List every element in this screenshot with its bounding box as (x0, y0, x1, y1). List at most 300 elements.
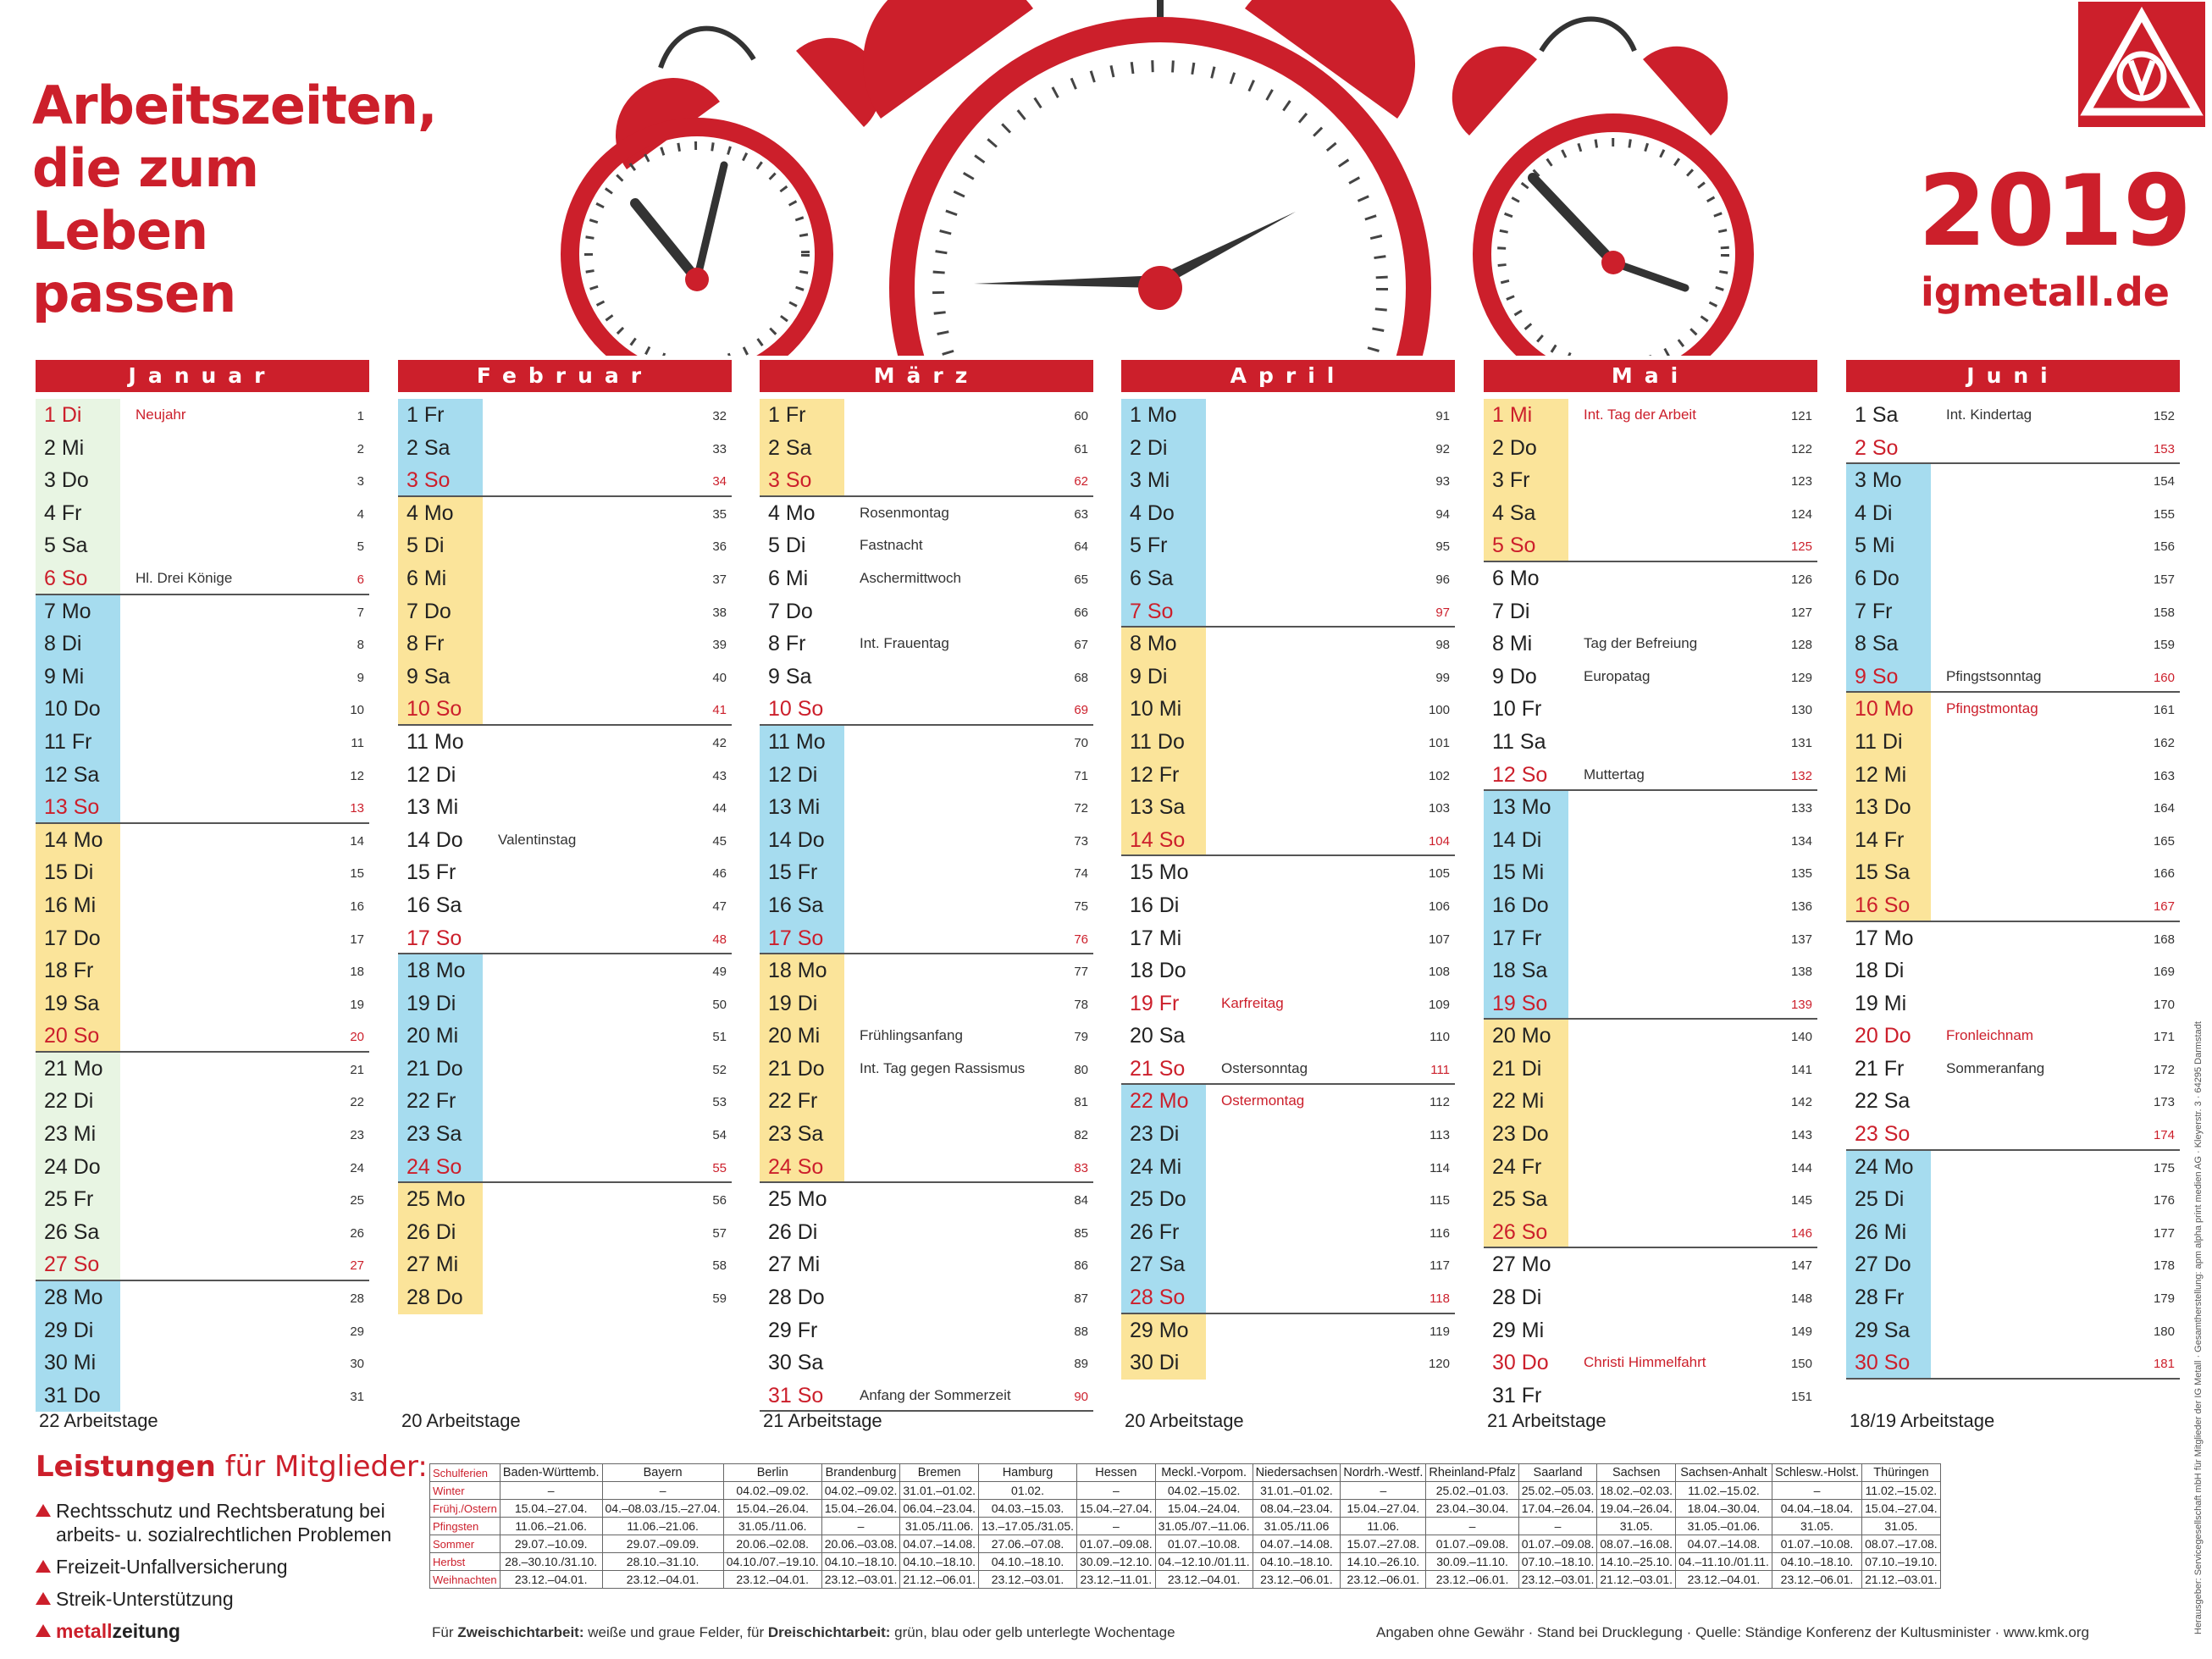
day-of-year: 131 (1790, 735, 1812, 750)
day-row (1484, 987, 1817, 1020)
day-date: 21 Fr (1846, 1053, 1931, 1086)
day-row (1121, 889, 1455, 922)
headline-line: passen (32, 263, 236, 324)
day-row (1846, 1020, 2180, 1053)
table-cell: 15.04.–27.04. (1077, 1500, 1156, 1518)
day-date: 5 Mi (1846, 529, 1931, 562)
day-row (1484, 497, 1817, 530)
table-cell: 15.04.–26.04. (821, 1500, 900, 1518)
table-cell: 28.–30.10./31.10. (500, 1553, 602, 1571)
day-of-year: 173 (2153, 1095, 2175, 1110)
day-of-year: 15 (350, 866, 364, 882)
table-cell: 07.10.–19.10. (1862, 1553, 1941, 1571)
day-of-year: 3 (357, 474, 364, 489)
day-date: 18 Fr (36, 954, 120, 987)
day-row (760, 1314, 1093, 1347)
day-of-year: 116 (1430, 1225, 1450, 1241)
day-of-year: 157 (2153, 572, 2175, 587)
table-header: Berlin (723, 1464, 821, 1482)
day-date: 20 So (36, 1020, 120, 1051)
day-of-year: 57 (712, 1225, 727, 1241)
day-of-year: 174 (2153, 1128, 2175, 1143)
day-date: 9 Sa (398, 661, 483, 694)
table-cell: 07.10.–18.10. (1518, 1553, 1597, 1571)
table-header: Schulferien (430, 1464, 500, 1482)
day-row (760, 432, 1093, 465)
day-of-year: 7 (357, 605, 364, 620)
day-row (398, 1020, 732, 1053)
day-of-year: 93 (1435, 474, 1450, 489)
day-row (1846, 759, 2180, 792)
table-cell: 04.10.–18.10. (821, 1553, 900, 1571)
table-header: Niedersachsen (1253, 1464, 1341, 1482)
day-date: 18 Mo (760, 954, 844, 987)
day-date: 30 Do (1484, 1347, 1568, 1380)
day-date: 28 Di (1484, 1281, 1568, 1314)
day-row (1846, 529, 2180, 562)
day-of-year: 79 (1074, 1030, 1088, 1045)
day-date: 23 Sa (760, 1118, 844, 1151)
day-of-year: 164 (2153, 801, 2175, 816)
day-date: 10 Mo (1846, 693, 1931, 726)
day-of-year: 107 (1428, 932, 1450, 947)
day-of-year: 22 (350, 1095, 364, 1110)
day-note: Valentinstag (498, 831, 577, 848)
day-of-year: 112 (1430, 1095, 1450, 1110)
day-row (1846, 922, 2180, 955)
table-row (430, 1553, 1941, 1571)
day-of-year: 5 (357, 539, 364, 555)
table-header: Baden-Württemb. (500, 1464, 602, 1482)
day-row (1846, 954, 2180, 987)
day-date: 2 Sa (398, 432, 483, 465)
day-date: 25 Do (1121, 1183, 1206, 1216)
day-of-year: 59 (712, 1291, 727, 1307)
day-row (1484, 1183, 1817, 1216)
table-cell: 04.02.–15.02. (1155, 1482, 1253, 1500)
table-cell: 21.12.–06.01. (900, 1571, 979, 1589)
day-date: 1 Fr (398, 399, 483, 432)
day-row (1484, 1053, 1817, 1086)
day-of-year: 45 (712, 833, 727, 849)
day-date: 5 Di (398, 529, 483, 562)
day-date: 29 Di (36, 1314, 120, 1347)
table-row (430, 1571, 1941, 1589)
day-of-year: 4 (357, 506, 364, 522)
day-date: 10 Do (36, 693, 120, 726)
day-of-year: 46 (712, 866, 727, 882)
day-row (398, 1281, 732, 1314)
day-date: 26 Fr (1121, 1216, 1206, 1249)
day-of-year: 20 (350, 1030, 364, 1045)
day-date: 19 So (1484, 987, 1568, 1019)
table-cell: 31.05. (1597, 1518, 1676, 1535)
day-of-year: 128 (1790, 638, 1812, 653)
day-date: 3 Mi (1121, 464, 1206, 497)
month-märz (760, 360, 1093, 1435)
day-of-year: 146 (1790, 1225, 1812, 1241)
day-row (760, 628, 1093, 661)
day-of-year: 74 (1074, 866, 1088, 882)
day-row (36, 889, 369, 922)
day-note: Hl. Drei Könige (135, 569, 233, 586)
day-of-year: 8 (357, 638, 364, 653)
table-cell: Winter (430, 1482, 500, 1500)
table-cell: – (821, 1518, 900, 1535)
day-row (398, 595, 732, 628)
day-date: 7 Mo (36, 595, 120, 628)
day-of-year: 138 (1790, 965, 1812, 980)
day-row (36, 399, 369, 432)
table-cell: Frühj./Ostern (430, 1500, 500, 1518)
day-of-year: 145 (1790, 1193, 1812, 1208)
table-cell: 04.10.–18.10. (1253, 1553, 1341, 1571)
table-cell: 04.10./07.–19.10. (723, 1553, 821, 1571)
day-of-year: 160 (2153, 670, 2175, 685)
day-row (760, 464, 1093, 497)
day-row (1846, 1347, 2180, 1380)
day-row (1484, 1118, 1817, 1151)
table-cell: 11.02.–15.02. (1862, 1482, 1941, 1500)
day-row (1846, 1183, 2180, 1216)
table-header: Sachsen-Anhalt (1676, 1464, 1772, 1482)
day-date: 5 Sa (36, 529, 120, 562)
day-date: 27 Sa (1121, 1248, 1206, 1281)
day-row (398, 1248, 732, 1281)
table-cell: 21.12.–03.01. (1862, 1571, 1941, 1589)
day-date: 6 Do (1846, 562, 1931, 595)
day-of-year: 158 (2153, 605, 2175, 620)
day-date: 2 So (1846, 432, 1931, 463)
day-of-year: 167 (2153, 899, 2175, 914)
day-row (1484, 1216, 1817, 1249)
day-of-year: 64 (1074, 539, 1088, 555)
table-header: Nordrh.-Westf. (1341, 1464, 1426, 1482)
day-row (398, 529, 732, 562)
day-of-year: 48 (712, 932, 727, 947)
table-cell: 28.10.–31.10. (602, 1553, 723, 1571)
table-cell: 04.–08.03./15.–27.04. (602, 1500, 723, 1518)
day-date: 25 Di (1846, 1183, 1931, 1216)
day-row (398, 759, 732, 792)
day-of-year: 137 (1790, 932, 1812, 947)
day-of-year: 13 (350, 801, 364, 816)
table-cell: 23.12.–06.01. (1426, 1571, 1518, 1589)
day-date: 5 Fr (1121, 529, 1206, 562)
day-of-year: 147 (1790, 1258, 1812, 1274)
day-of-year: 171 (2153, 1030, 2175, 1045)
table-cell: 23.12.–06.01. (1253, 1571, 1341, 1589)
day-date: 12 Fr (1121, 759, 1206, 792)
day-of-year: 85 (1074, 1225, 1088, 1241)
day-of-year: 120 (1428, 1357, 1450, 1372)
day-date: 4 Mo (760, 497, 844, 530)
day-row (398, 693, 732, 726)
day-row (760, 562, 1093, 595)
table-cell: – (1077, 1482, 1156, 1500)
day-date: 26 So (1484, 1216, 1568, 1247)
day-date: 14 So (1121, 824, 1206, 855)
day-of-year: 78 (1074, 997, 1088, 1012)
day-row (1484, 1347, 1817, 1380)
table-cell: – (1772, 1482, 1861, 1500)
day-of-year: 69 (1074, 703, 1088, 718)
table-cell: 31.05./11.06 (1253, 1518, 1341, 1535)
day-of-year: 130 (1790, 703, 1812, 718)
table-header: Bremen (900, 1464, 979, 1482)
table-cell: 20.06.–03.08. (821, 1535, 900, 1553)
day-note: Fronleichnam (1946, 1027, 2033, 1044)
day-row (36, 1020, 369, 1053)
day-date: 3 Mo (1846, 464, 1931, 497)
day-row (1846, 399, 2180, 432)
day-of-year: 136 (1790, 899, 1812, 914)
day-row (1121, 759, 1455, 792)
table-cell: 23.12.–04.01. (1676, 1571, 1772, 1589)
day-row (36, 954, 369, 987)
day-of-year: 125 (1790, 539, 1812, 555)
day-date: 11 Sa (1484, 726, 1568, 759)
table-header: Bayern (602, 1464, 723, 1482)
day-of-year: 72 (1074, 801, 1088, 816)
table-header: Hamburg (979, 1464, 1077, 1482)
day-date: 6 So (36, 562, 120, 594)
table-cell: 14.10.–26.10. (1341, 1553, 1426, 1571)
day-row (760, 661, 1093, 694)
day-row (1846, 497, 2180, 530)
day-date: 12 Di (760, 759, 844, 792)
day-date: 4 Sa (1484, 497, 1568, 530)
day-of-year: 9 (357, 670, 364, 685)
day-row (398, 661, 732, 694)
day-row (1121, 1281, 1455, 1314)
day-row (1846, 1248, 2180, 1281)
table-cell: 15.04.–26.04. (723, 1500, 821, 1518)
day-date: 8 Fr (760, 628, 844, 661)
day-date: 27 So (36, 1248, 120, 1280)
table-cell: 31.05./11.06. (723, 1518, 821, 1535)
day-row (760, 1151, 1093, 1184)
day-row (760, 889, 1093, 922)
table-cell: 04.02.–09.02. (723, 1482, 821, 1500)
table-cell: 31.01.–01.02. (1253, 1482, 1341, 1500)
day-of-year: 96 (1435, 572, 1450, 587)
day-of-year: 166 (2153, 866, 2175, 882)
day-date: 31 So (760, 1380, 844, 1411)
table-cell: Pfingsten (430, 1518, 500, 1535)
table-cell: 01.07.–09.08. (1518, 1535, 1597, 1553)
day-row (1121, 856, 1455, 889)
day-date: 26 Mi (1846, 1216, 1931, 1249)
day-of-year: 83 (1074, 1160, 1088, 1175)
day-of-year: 119 (1430, 1324, 1450, 1339)
day-of-year: 66 (1074, 605, 1088, 620)
table-cell: 29.07.–10.09. (500, 1535, 602, 1553)
day-row (1121, 562, 1455, 595)
day-row (1121, 595, 1455, 628)
day-date: 29 Mo (1121, 1314, 1206, 1347)
month-april (1121, 360, 1455, 1435)
day-of-year: 58 (712, 1258, 727, 1274)
day-row (36, 1183, 369, 1216)
day-row (36, 1053, 369, 1086)
day-of-year: 67 (1074, 638, 1088, 653)
day-date: 17 Fr (1484, 922, 1568, 955)
day-date: 14 Do (398, 824, 483, 857)
day-date: 20 Mi (760, 1020, 844, 1053)
day-note: Sommeranfang (1946, 1059, 2045, 1076)
day-date: 22 Di (36, 1085, 120, 1118)
day-of-year: 126 (1790, 572, 1812, 587)
day-date: 20 Mo (1484, 1020, 1568, 1053)
day-note: Anfang der Sommerzeit (860, 1386, 1011, 1403)
table-cell: 23.12.–06.01. (1341, 1571, 1426, 1589)
day-of-year: 117 (1430, 1258, 1450, 1274)
day-row (1121, 1314, 1455, 1347)
day-row (398, 1183, 732, 1216)
month-header: Juni (1846, 360, 2180, 392)
day-note: Ostermontag (1221, 1092, 1305, 1109)
table-cell: 23.12.–04.01. (1155, 1571, 1253, 1589)
day-date: 23 Do (1484, 1118, 1568, 1151)
day-of-year: 152 (2153, 409, 2175, 423)
day-of-year: 98 (1435, 638, 1450, 653)
day-date: 9 Sa (760, 661, 844, 694)
day-row (760, 693, 1093, 726)
day-note: Neujahr (135, 406, 186, 423)
day-date: 8 Mi (1484, 628, 1568, 661)
benefits-title: Leistungen für Mitglieder: (36, 1450, 428, 1484)
day-of-year: 44 (712, 801, 727, 816)
day-date: 10 So (398, 693, 483, 724)
day-row (398, 628, 732, 661)
day-date: 29 Sa (1846, 1314, 1931, 1347)
day-row (36, 628, 369, 661)
day-row (36, 1118, 369, 1151)
month-februar (398, 360, 732, 1435)
day-of-year: 108 (1428, 965, 1450, 980)
day-date: 20 Do (1846, 1020, 1931, 1053)
day-note: Pfingstsonntag (1946, 667, 2042, 684)
day-date: 13 So (36, 791, 120, 822)
day-date: 30 Mi (36, 1347, 120, 1380)
day-of-year: 39 (712, 638, 727, 653)
day-note: Int. Tag der Arbeit (1584, 406, 1696, 423)
day-row (36, 464, 369, 497)
day-of-year: 169 (2153, 965, 2175, 980)
day-of-year: 68 (1074, 670, 1088, 685)
day-of-year: 32 (712, 409, 727, 423)
day-row (398, 562, 732, 595)
day-date: 15 Sa (1846, 856, 1931, 889)
day-note: Rosenmontag (860, 504, 949, 521)
day-date: 16 Do (1484, 889, 1568, 922)
day-of-year: 38 (712, 605, 727, 620)
day-of-year: 86 (1074, 1258, 1088, 1274)
day-date: 3 So (760, 464, 844, 495)
table-cell: – (1341, 1482, 1426, 1500)
day-date: 19 Mi (1846, 987, 1931, 1020)
day-date: 14 Fr (1846, 824, 1931, 857)
table-cell: 04.03.–15.03. (979, 1500, 1077, 1518)
day-of-year: 150 (1790, 1357, 1812, 1372)
day-of-year: 42 (712, 735, 727, 750)
day-date: 2 Mi (36, 432, 120, 465)
day-row (36, 987, 369, 1020)
day-row (760, 1020, 1093, 1053)
day-row (760, 759, 1093, 792)
table-cell: 11.06.–21.06. (602, 1518, 723, 1535)
day-date: 18 Sa (1484, 954, 1568, 987)
day-note: Int. Frauentag (860, 635, 949, 652)
day-of-year: 168 (2153, 932, 2175, 947)
table-cell: – (1077, 1518, 1156, 1535)
day-of-year: 142 (1790, 1095, 1812, 1110)
day-of-year: 141 (1790, 1062, 1812, 1077)
day-of-year: 73 (1074, 833, 1088, 849)
day-of-year: 11 (351, 735, 364, 750)
day-row (1484, 628, 1817, 661)
day-date: 15 Fr (398, 856, 483, 889)
day-date: 30 Sa (760, 1347, 844, 1380)
page-title (32, 75, 437, 325)
day-date: 4 Mo (398, 497, 483, 530)
day-row (1484, 954, 1817, 987)
day-of-year: 127 (1790, 605, 1812, 620)
day-of-year: 49 (712, 965, 727, 980)
day-of-year: 27 (350, 1258, 364, 1274)
table-cell: 25.02.–01.03. (1426, 1482, 1518, 1500)
day-row (1121, 1053, 1455, 1086)
day-date: 24 Do (36, 1151, 120, 1184)
day-of-year: 81 (1074, 1095, 1088, 1110)
day-date: 14 Do (760, 824, 844, 857)
table-cell: 19.04.–26.04. (1597, 1500, 1676, 1518)
day-date: 12 Sa (36, 759, 120, 792)
day-date: 26 Di (760, 1216, 844, 1249)
ig-metall-logo-icon (2078, 2, 2205, 127)
day-of-year: 29 (350, 1324, 364, 1339)
day-date: 30 So (1846, 1347, 1931, 1378)
day-of-year: 70 (1074, 735, 1088, 750)
headline-line: Arbeitszeiten, (32, 75, 437, 136)
day-row (760, 399, 1093, 432)
day-date: 18 Mo (398, 954, 483, 987)
day-date: 12 Mi (1846, 759, 1931, 792)
day-row (398, 464, 732, 497)
day-of-year: 1 (357, 409, 364, 423)
day-note: Christi Himmelfahrt (1584, 1354, 1706, 1371)
day-of-year: 56 (712, 1193, 727, 1208)
day-of-year: 172 (2153, 1062, 2175, 1077)
day-date: 15 Fr (760, 856, 844, 889)
day-row (760, 726, 1093, 759)
day-row (1121, 1085, 1455, 1118)
day-row (36, 1281, 369, 1314)
table-header: Brandenburg (821, 1464, 900, 1482)
day-date: 30 Di (1121, 1347, 1206, 1380)
day-date: 21 Do (398, 1053, 483, 1086)
day-date: 22 Fr (398, 1085, 483, 1118)
day-date: 27 Mi (398, 1248, 483, 1281)
table-cell: Sommer (430, 1535, 500, 1553)
table-cell: 04.02.–09.02. (821, 1482, 900, 1500)
day-date: 1 Di (36, 399, 120, 432)
table-cell: 23.12.–03.01. (979, 1571, 1077, 1589)
day-row (1484, 399, 1817, 432)
table-cell: 14.10.–25.10. (1597, 1553, 1676, 1571)
table-header: Schlesw.-Holst. (1772, 1464, 1861, 1482)
